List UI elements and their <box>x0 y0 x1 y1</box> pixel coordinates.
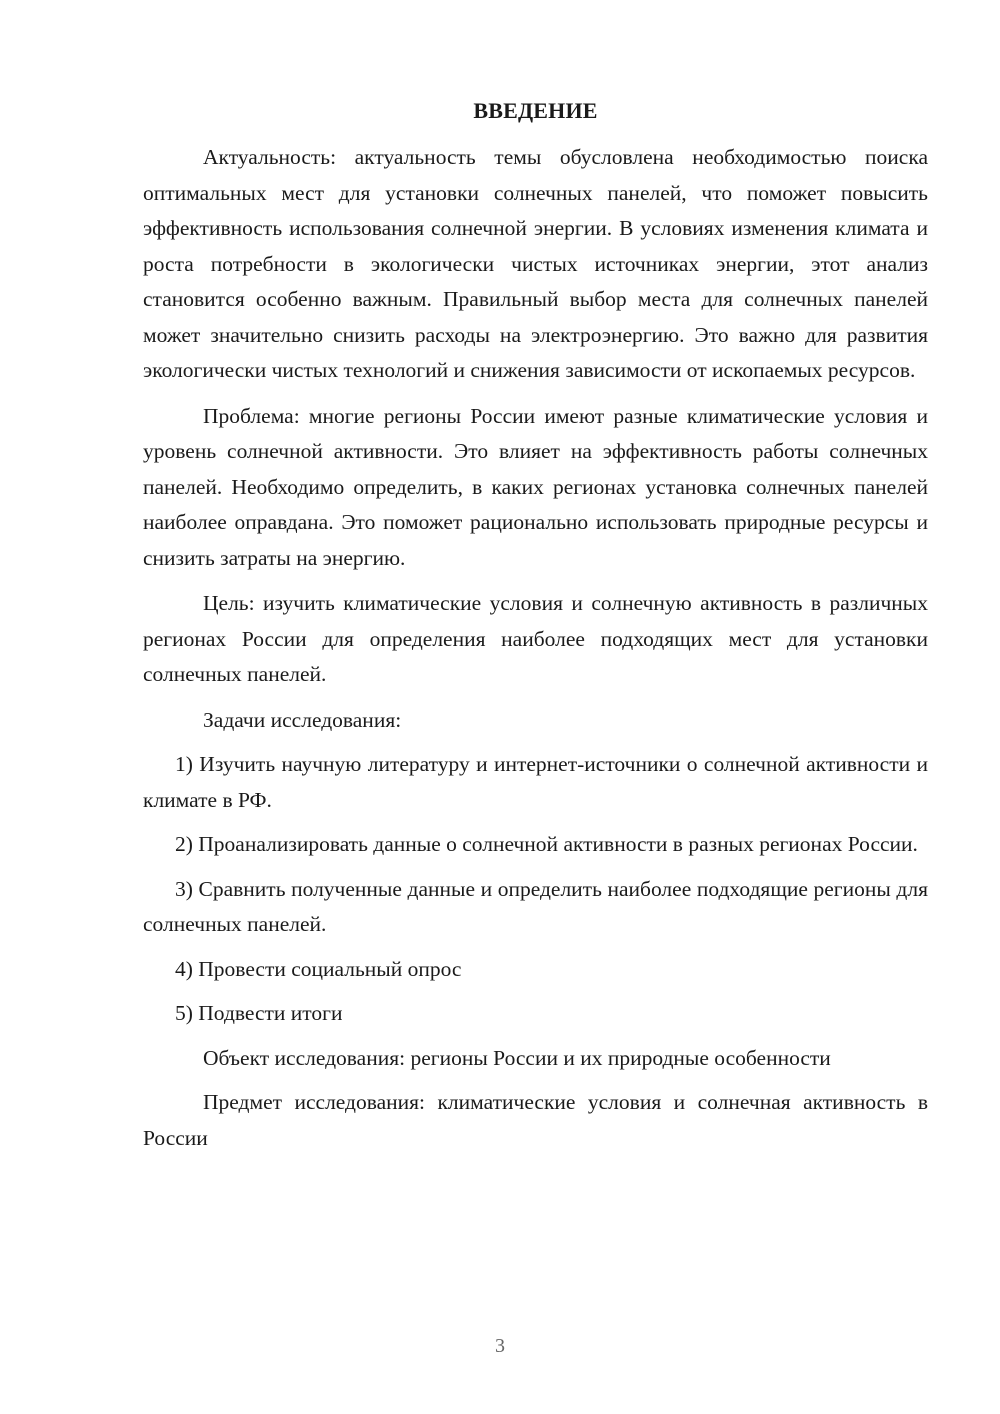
page-content <box>143 96 928 1156</box>
paragraph-problem: Проблема: многие регионы России имеют разные климатические условия и уровень солнечной активности. Это влияет на эффективность работы солнечных панелей. Необходимо определить, в каких регионах установка солнечных панелей наиболее оправдана. Это поможет рационально использовать природные ресурсы и снизить затраты на энергию. <box>143 403 928 570</box>
paragraph-relevance: Актуальность: актуальность темы обусловлена необходимостью поиска оптимальных мест для установки солнечных панелей, что поможет повысить эффективность использования солнечной энергии. В условиях изменения климата и роста потребности в экологически чистых источниках энергии, этот анализ становится особенно важным. Правильный выбор места для солнечных панелей может значительно снизить расходы на электроэнергию. Это важно для развития экологически чистых технологий и снижения зависимости от ископаемых ресурсов. <box>143 145 928 382</box>
research-subject: Предмет исследования: климатические условия и солнечная активность в России <box>143 1090 928 1150</box>
task-item: 4) Провести социальный опрос <box>175 956 462 981</box>
task-item: 1) Изучить научную литературу и интернет-источники о солнечной активности и климате в РФ. <box>143 752 928 812</box>
paragraph-goal: Цель: изучить климатические условия и солнечную активность в различных регионах России для определения наиболее подходящих мест для установки солнечных панелей. <box>143 591 928 686</box>
section-title: ВВЕДЕНИЕ <box>473 98 598 123</box>
research-object: Объект исследования: регионы России и их природные особенности <box>203 1045 831 1070</box>
task-item: 5) Подвести итоги <box>175 1001 343 1025</box>
tasks-heading: Задачи исследования: <box>203 707 402 732</box>
task-item: 2) Проанализировать данные о солнечной активности в разных регионах России. <box>175 832 918 856</box>
task-item: 3) Сравнить полученные данные и определить наиболее подходящие регионы для солнечных панелей. <box>143 876 928 936</box>
page-number: 3 <box>495 1335 505 1357</box>
